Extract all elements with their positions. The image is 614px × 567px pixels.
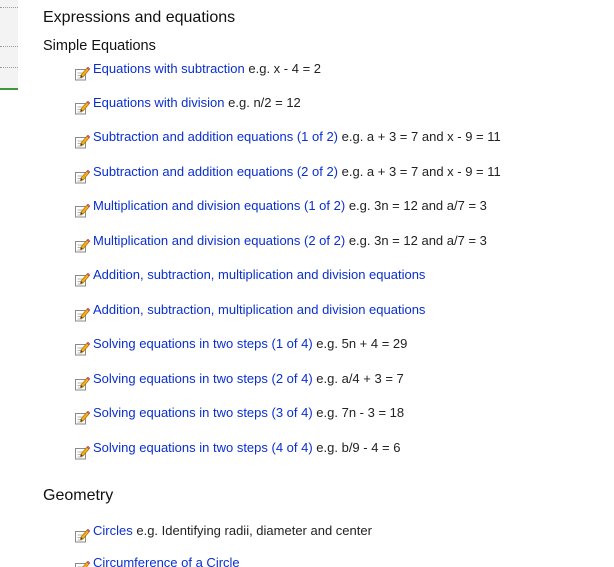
- lesson-link[interactable]: Subtraction and addition equations (1 of 2): [93, 129, 339, 144]
- section-title-expressions: Expressions and equations: [43, 9, 236, 26]
- lesson-link[interactable]: Subtraction and addition equations (2 of 2): [93, 164, 339, 179]
- worksheet-pencil-icon: [74, 444, 90, 460]
- lesson-description: e.g. n/2 = 12: [224, 95, 301, 110]
- section-title-geometry: Geometry: [43, 487, 114, 504]
- list-item: [74, 162, 501, 182]
- lesson-link[interactable]: Equations with division: [93, 95, 225, 110]
- lesson-description: e.g. a + 3 = 7 and x - 9 = 11: [338, 129, 501, 144]
- lesson-description: e.g. 3n = 12 and a/7 = 3: [345, 233, 487, 248]
- sidebar-active-indicator: [0, 88, 18, 90]
- sidebar-divider: [0, 7, 18, 8]
- worksheet-pencil-icon: [74, 559, 90, 567]
- lesson-link[interactable]: Circumference of a Circle: [93, 555, 240, 567]
- worksheet-pencil-icon: [74, 99, 90, 115]
- worksheet-pencil-icon: [74, 133, 90, 149]
- worksheet-pencil-icon: [74, 168, 90, 184]
- worksheet-pencil-icon: [74, 65, 90, 81]
- lesson-link[interactable]: Solving equations in two steps (2 of 4): [93, 371, 313, 386]
- list-item: [74, 438, 401, 458]
- lesson-link[interactable]: Multiplication and division equations (2 of 2): [93, 233, 346, 248]
- list-item: [74, 127, 501, 147]
- lesson-link[interactable]: Solving equations in two steps (3 of 4): [93, 405, 313, 420]
- lesson-description: e.g. a + 3 = 7 and x - 9 = 11: [338, 164, 501, 179]
- list-item: [74, 334, 407, 354]
- lesson-link[interactable]: Multiplication and division equations (1 of 2): [93, 198, 346, 213]
- lesson-description: e.g. 7n - 3 = 18: [312, 405, 405, 420]
- worksheet-pencil-icon: [74, 271, 90, 287]
- list-item: [74, 231, 487, 251]
- list-item: [74, 196, 487, 216]
- lesson-description: e.g. Identifying radii, diameter and center: [132, 523, 372, 538]
- lesson-link[interactable]: Addition, subtraction, multiplication and division equations: [93, 302, 426, 317]
- lesson-description: e.g. b/9 - 4 = 6: [312, 440, 401, 455]
- worksheet-pencil-icon: [74, 409, 90, 425]
- worksheet-pencil-icon: [74, 237, 90, 253]
- sidebar-divider: [0, 67, 18, 68]
- sidebar-edge: [0, 0, 18, 90]
- worksheet-pencil-icon: [74, 202, 90, 218]
- lesson-link[interactable]: Equations with subtraction: [93, 61, 245, 76]
- worksheet-pencil-icon: [74, 527, 90, 543]
- lesson-description: e.g. a/4 + 3 = 7: [312, 371, 404, 386]
- lesson-description: e.g. 5n + 4 = 29: [312, 336, 408, 351]
- list-item: [74, 93, 301, 113]
- list-item: [74, 59, 321, 79]
- subsection-title-simple-equations: Simple Equations: [43, 38, 156, 54]
- worksheet-pencil-icon: [74, 306, 90, 322]
- lesson-description: e.g. x - 4 = 2: [244, 61, 322, 76]
- lesson-link[interactable]: Solving equations in two steps (4 of 4): [93, 440, 313, 455]
- worksheet-pencil-icon: [74, 340, 90, 356]
- lesson-link[interactable]: Addition, subtraction, multiplication and division equations: [93, 267, 426, 282]
- list-item: [74, 403, 404, 423]
- list-item: [74, 521, 372, 541]
- sidebar-divider: [0, 46, 18, 47]
- worksheet-pencil-icon: [74, 375, 90, 391]
- lesson-link[interactable]: Solving equations in two steps (1 of 4): [93, 336, 313, 351]
- list-item: [74, 300, 425, 320]
- list-item: [74, 553, 240, 567]
- lesson-description: e.g. 3n = 12 and a/7 = 3: [345, 198, 487, 213]
- lesson-link[interactable]: Circles: [93, 523, 133, 538]
- list-item: [74, 369, 404, 389]
- list-item: [74, 265, 425, 285]
